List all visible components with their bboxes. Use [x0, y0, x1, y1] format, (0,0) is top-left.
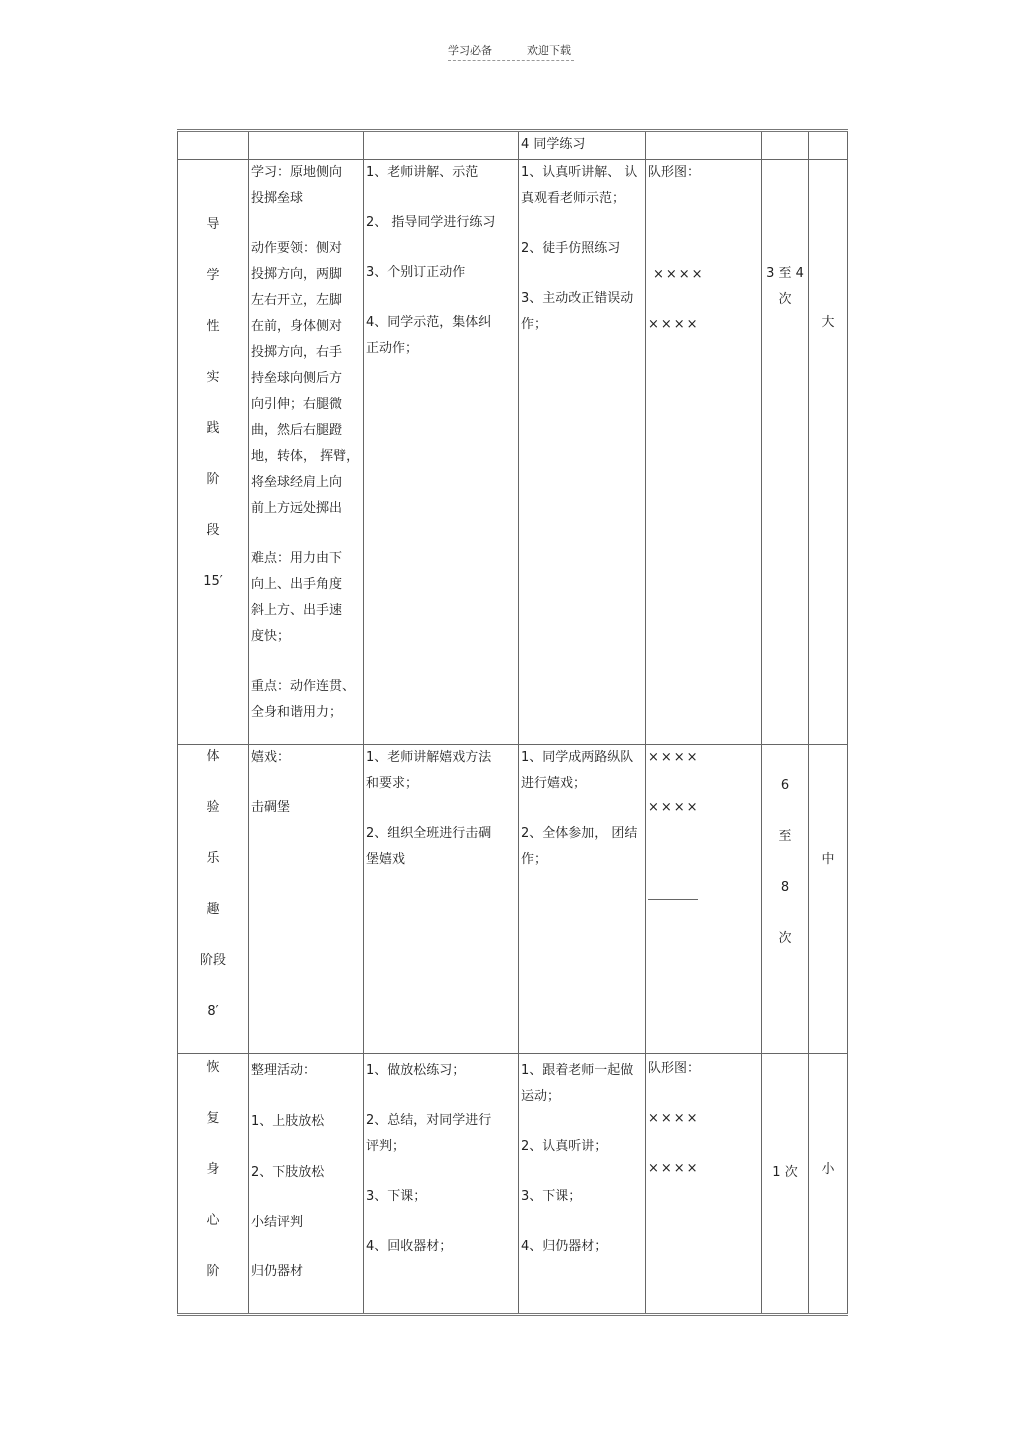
stage-char: 实 [206, 370, 220, 385]
stage-char: 践 [206, 421, 220, 436]
student-cell [519, 745, 646, 1054]
teacher-cell [364, 745, 519, 1054]
student-line: 1、同学成两路纵队 [521, 750, 634, 765]
stage-label-cell [178, 1054, 249, 1315]
formation-cell [646, 745, 762, 1054]
student-line: 作； [521, 852, 548, 867]
teacher-line: 堡嬉戏 [366, 852, 406, 867]
content-line: 左右开立，左脚 [251, 293, 343, 308]
student-cell [519, 1054, 646, 1315]
content-line: 在前，身体侧对 [251, 319, 343, 334]
content-line: 前上方远处掷出 [251, 501, 343, 516]
lesson-plan-table [177, 129, 848, 1316]
content-line: 嬉戏： [251, 750, 291, 765]
teacher-line: 2、总结，对同学进行 [366, 1113, 492, 1128]
student-line: 作； [521, 317, 548, 332]
content-line: 投掷方向，右手 [251, 345, 343, 360]
times-text: 次 [778, 931, 792, 946]
stage-label-cell [178, 745, 249, 1054]
student-line: 2、全体参加， 团结 [521, 826, 638, 841]
content-line: 整理活动： [251, 1063, 317, 1078]
content-line: 地，转体， 挥臂， [251, 449, 360, 464]
table-row [178, 745, 848, 1054]
content-line: 动作要领：侧对 [251, 241, 343, 256]
table-cell [762, 131, 809, 160]
table-cell [364, 131, 519, 160]
formation-row: ×××× [648, 317, 700, 332]
stage-char: 阶段 [199, 953, 226, 968]
stage-char: 导 [206, 217, 220, 232]
intensity-text: 小 [821, 1162, 835, 1177]
content-cell [249, 745, 364, 1054]
student-line: 2、徒手仿照练习 [521, 241, 621, 256]
formation-line [648, 899, 698, 900]
teacher-line: 和要求； [366, 776, 419, 791]
intensity-cell [809, 1054, 848, 1315]
content-line: 击碉堡 [251, 800, 291, 815]
stage-char: 学 [206, 268, 220, 283]
header-divider [448, 60, 574, 61]
intensity-text: 中 [821, 852, 835, 867]
teacher-line: 2、 指导同学进行练习 [366, 215, 496, 230]
teacher-line: 4、回收器材； [366, 1239, 453, 1254]
stage-char: 阶 [206, 1264, 220, 1279]
table-cell [178, 131, 249, 160]
student-line: 真观看老师示范； [521, 191, 626, 206]
content-line: 小结评判 [251, 1215, 304, 1230]
teacher-line: 2、组织全班进行击碉 [366, 826, 492, 841]
formation-cell [646, 160, 762, 745]
times-text: 6 [780, 778, 790, 793]
content-line: 向引伸；右腿微 [251, 397, 343, 412]
stage-char: 心 [206, 1213, 220, 1228]
stage-char: 验 [206, 800, 220, 815]
content-line: 学习：原地侧向 [251, 165, 343, 180]
content-line: 度快； [251, 629, 291, 644]
header-left-text: 学习必备 [448, 44, 492, 57]
content-line: 向上、出手角度 [251, 577, 343, 592]
stage-char: 体 [206, 749, 220, 764]
content-cell [249, 1054, 364, 1315]
stage-label-cell [178, 160, 249, 745]
intensity-cell [809, 745, 848, 1054]
student-line: 进行嬉戏； [521, 776, 587, 791]
teacher-line: 3、下课； [366, 1189, 427, 1204]
teacher-line: 1、老师讲解、示范 [366, 165, 479, 180]
content-line: 2、下肢放松 [251, 1165, 325, 1180]
content-line: 曲，然后右腿蹬 [251, 423, 343, 438]
student-line: 1、认真听讲解、 认 [521, 165, 638, 180]
times-text: 1 次 [772, 1165, 798, 1180]
student-line: 2、认真听讲； [521, 1139, 608, 1154]
teacher-line: 评判； [366, 1139, 406, 1154]
content-line: 全身和谐用力； [251, 705, 343, 720]
stage-char: 阶 [206, 472, 220, 487]
content-line: 投掷垒球 [251, 191, 304, 206]
formation-row: ×××× [648, 750, 700, 765]
stage-char: 乐 [206, 851, 220, 866]
stage-char: 身 [206, 1162, 220, 1177]
times-text: 次 [778, 292, 792, 307]
teacher-line: 正动作； [366, 341, 419, 356]
student-cell [519, 160, 646, 745]
stage-char: 段 [206, 523, 220, 538]
stage-char: 恢 [206, 1060, 220, 1075]
student-line: 1、跟着老师一起做 [521, 1063, 634, 1078]
teacher-line: 1、做放松练习； [366, 1063, 466, 1078]
page-header [0, 42, 1024, 62]
stage-char: 15′ [203, 574, 223, 589]
teacher-line: 4、同学示范，集体纠 [366, 315, 492, 330]
times-cell [762, 745, 809, 1054]
stage-char: 趣 [206, 902, 220, 917]
content-line: 将垒球经肩上向 [251, 475, 343, 490]
table-row [178, 131, 848, 160]
content-line: 斜上方、出手速 [251, 603, 343, 618]
times-text: 3 至 4 [766, 266, 804, 281]
student-line: 3、主动改正错误动 [521, 291, 634, 306]
table-row [178, 160, 848, 745]
teacher-cell [364, 160, 519, 745]
teacher-line: 1、老师讲解嬉戏方法 [366, 750, 492, 765]
student-line: 运动； [521, 1089, 561, 1104]
times-text: 至 [778, 829, 792, 844]
intensity-cell [809, 160, 848, 745]
intensity-text: 大 [821, 315, 835, 330]
cell-text: 4 同学练习 [521, 137, 586, 152]
table-row [178, 1054, 848, 1315]
formation-row: ×××× [653, 267, 705, 282]
content-line: 投掷方向，两脚 [251, 267, 343, 282]
content-cell [249, 160, 364, 745]
student-line: 3、下课； [521, 1189, 582, 1204]
stage-char: 性 [206, 319, 220, 334]
stage-char: 8′ [207, 1004, 219, 1019]
formation-title: 队形图： [648, 1061, 701, 1076]
formation-row: ×××× [648, 800, 700, 815]
content-line: 重点：动作连贯、 [251, 679, 356, 694]
table-cell [809, 131, 848, 160]
times-cell [762, 160, 809, 745]
content-line: 归仍器材 [251, 1264, 304, 1279]
teacher-line: 3、个别订正动作 [366, 265, 466, 280]
content-line: 1、上肢放松 [251, 1114, 325, 1129]
formation-title: 队形图： [648, 165, 701, 180]
times-cell [762, 1054, 809, 1315]
formation-row: ×××× [648, 1161, 700, 1176]
table-cell [249, 131, 364, 160]
formation-cell [646, 1054, 762, 1315]
student-line: 4、归仍器材； [521, 1239, 608, 1254]
teacher-cell [364, 1054, 519, 1315]
content-line: 持垒球向侧后方 [251, 371, 343, 386]
formation-row: ×××× [648, 1111, 700, 1126]
header-right-text: 欢迎下载 [527, 44, 571, 57]
stage-char: 复 [206, 1111, 220, 1126]
times-text: 8 [780, 880, 790, 895]
table-cell [646, 131, 762, 160]
content-line: 难点：用力由下 [251, 551, 343, 566]
table-cell [519, 131, 646, 160]
